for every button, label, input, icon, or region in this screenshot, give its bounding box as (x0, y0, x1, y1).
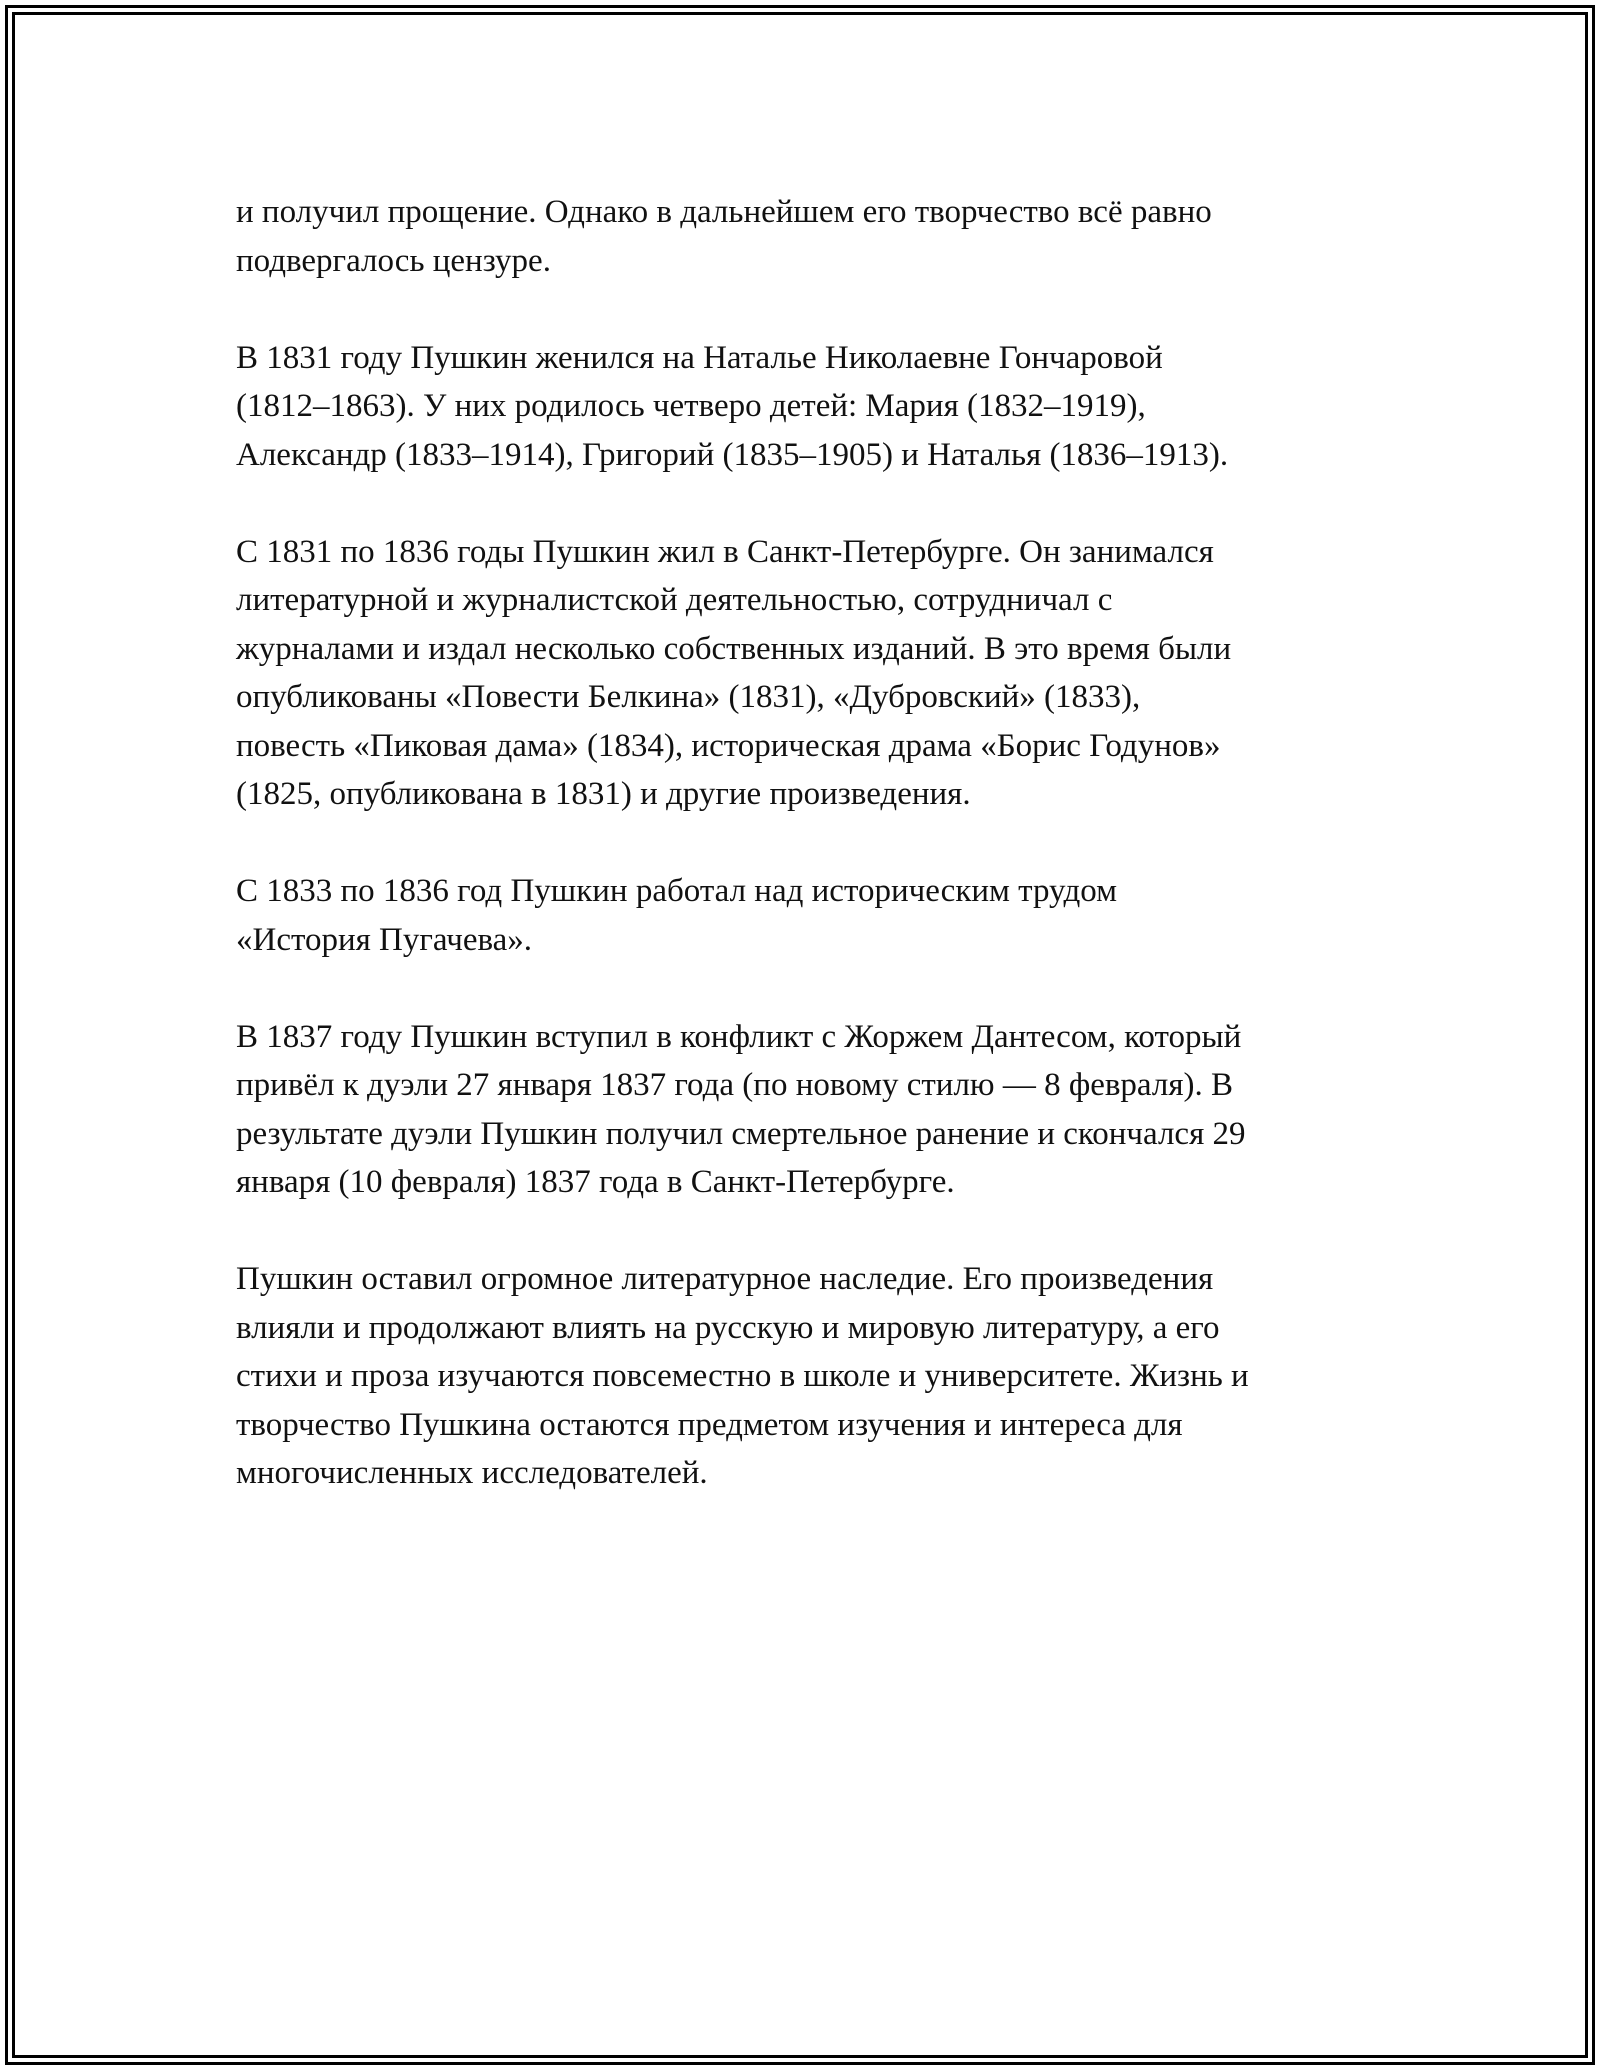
paragraph-censorship (236, 188, 1386, 285)
text-line: творчество Пушкина остаются предметом изучения и интереса для (236, 1406, 1183, 1443)
text-line: повесть «Пиковая дама» (1834), историческая драма «Борис Годунов» (236, 727, 1221, 764)
text-line: (1825, опубликована в 1831) и другие произведения. (236, 776, 971, 812)
text-line: С 1831 по 1836 годы Пушкин жил в Санкт-Петербурге. Он занимался (236, 533, 1214, 570)
text-line: и получил прощение. Однако в дальнейшем его творчество всё равно (236, 194, 1212, 230)
text-line: опубликованы «Повести Белкина» (1831), «Дубровский» (1833), (236, 679, 1141, 715)
paragraph-duel (236, 1013, 1386, 1207)
text-line: «История Пугачева». (236, 921, 533, 958)
text-line: влияли и продолжают влиять на русскую и мировую литературу, а его (236, 1309, 1220, 1346)
text-line: (1812–1863). У них родилось четверо детей: Мария (1832–1919), (236, 388, 1146, 424)
text-line: многочисленных исследователей. (236, 1455, 708, 1491)
paragraph-petersburg-years (236, 528, 1386, 819)
text-line: стихи и проза изучаются повсеместно в школе и университете. Жизнь и (236, 1358, 1249, 1394)
paragraph-marriage (236, 334, 1386, 480)
text-line: С 1833 по 1836 год Пушкин работал над историческим трудом (236, 873, 1117, 909)
text-line: Пушкин оставил огромное литературное наследие. Его произведения (236, 1261, 1214, 1297)
document-body (236, 188, 1386, 1546)
text-line: литературной и журналистской деятельностью, сотрудничал с (236, 582, 1113, 618)
text-line: привёл к дуэли 27 января 1837 года (по новому стилю — 8 февраля). В (236, 1067, 1234, 1103)
text-line: Александр (1833–1914), Григорий (1835–1905) и Наталья (1836–1913). (236, 436, 1229, 473)
paragraph-pugachev-history (236, 867, 1386, 964)
text-line: января (10 февраля) 1837 года в Санкт-Петербурге. (236, 1164, 955, 1200)
text-line: В 1831 году Пушкин женился на Наталье Николаевне Гончаровой (236, 339, 1163, 376)
text-line: журналами и издал несколько собственных изданий. В это время были (236, 630, 1232, 667)
text-line: результате дуэли Пушкин получил смертельное ранение и скончался 29 (236, 1115, 1246, 1152)
paragraph-legacy (236, 1255, 1386, 1498)
text-line: В 1837 году Пушкин вступил в конфликт с Жоржем Дантесом, который (236, 1018, 1242, 1055)
text-line: подвергалось цензуре. (236, 242, 551, 279)
